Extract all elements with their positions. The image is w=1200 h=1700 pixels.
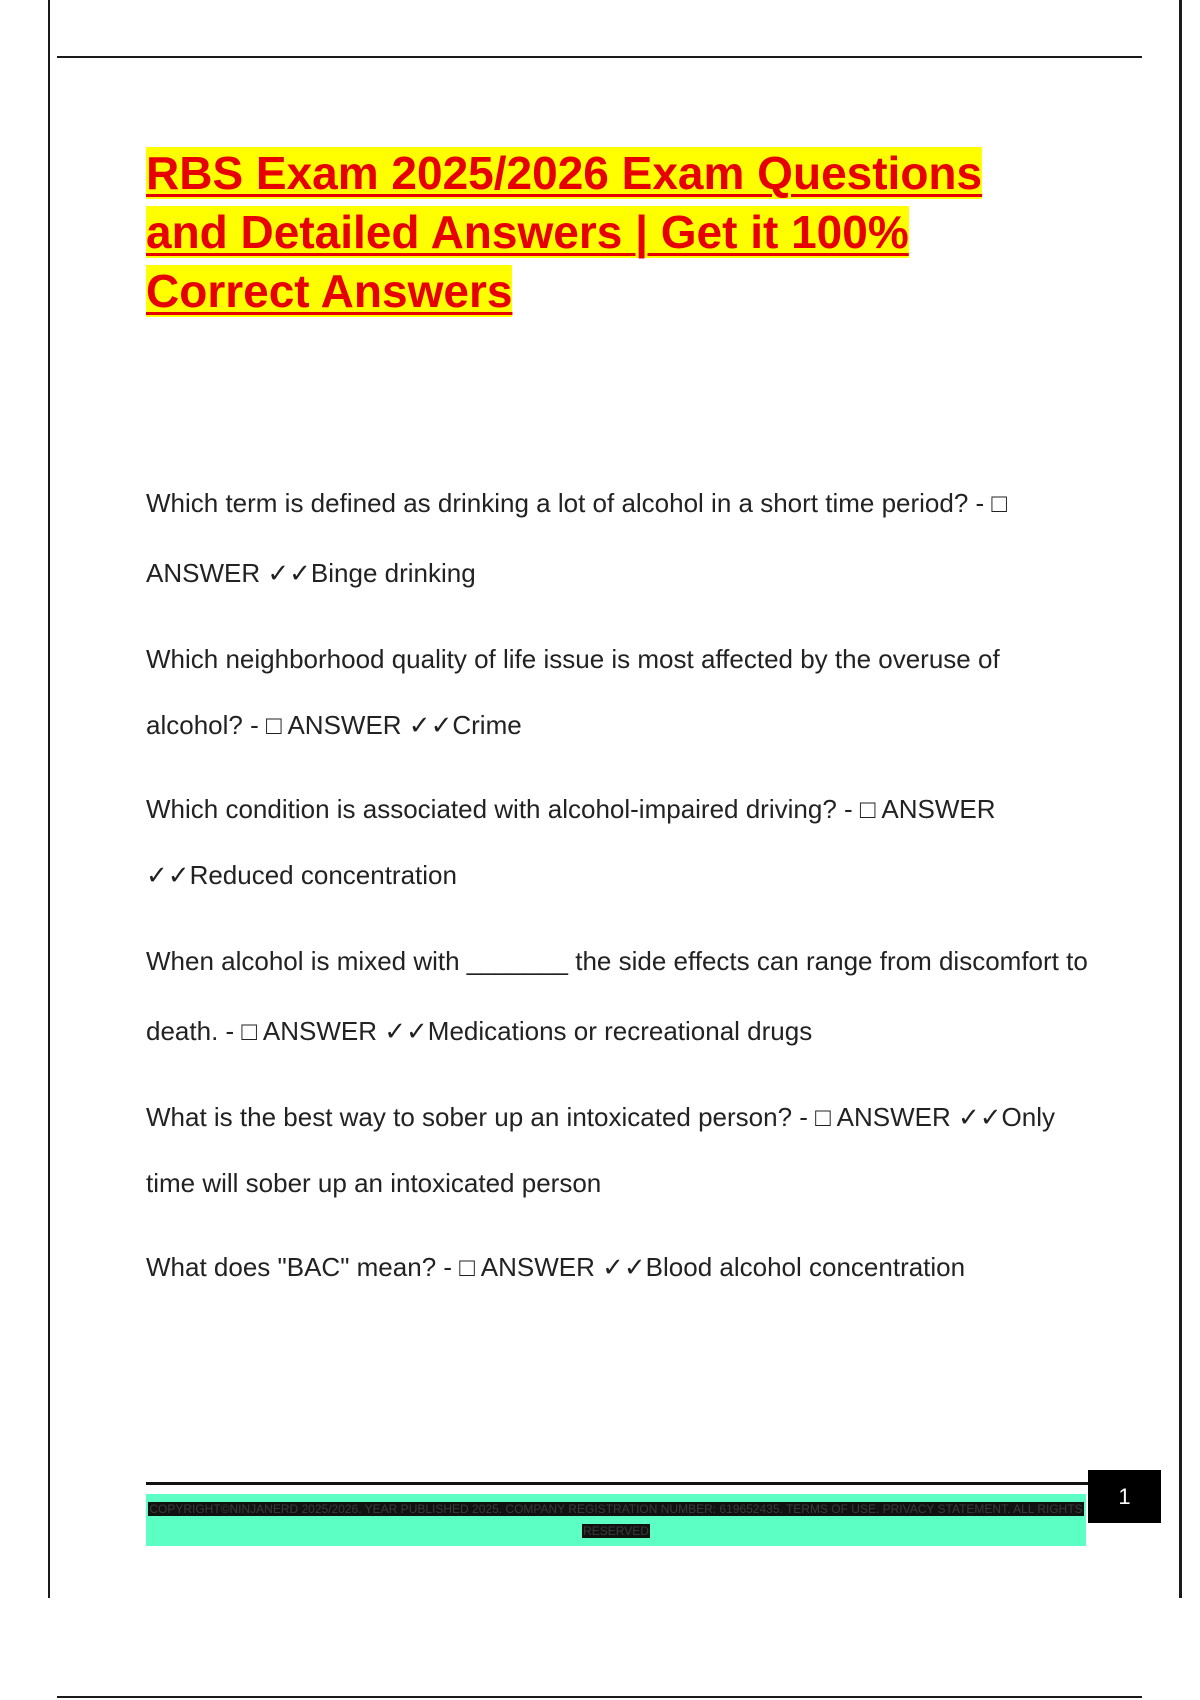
qa-item-2: Which neighborhood quality of life issue is most affected by the overuse of alcohol? - □ ANSWER ✓✓Crime (146, 644, 1000, 740)
page-number: 1 (1088, 1470, 1161, 1523)
bottom-rule (57, 1696, 1142, 1698)
qa-item-6: What does "BAC" mean? - □ ANSWER ✓✓Blood alcohol concentration (146, 1252, 966, 1282)
qa-list (146, 468, 1096, 1318)
qa-item-5: What is the best way to sober up an intoxicated person? - □ ANSWER ✓✓Only time will sober up an intoxicated person (146, 1102, 1056, 1198)
copyright-footer (146, 1494, 1086, 1546)
document-title (146, 144, 1046, 321)
qa-item-3: Which condition is associated with alcohol-impaired driving? - □ ANSWER ✓✓Reduced concentration (146, 794, 996, 890)
qa-item-1: Which term is defined as drinking a lot of alcohol in a short time period? - □ ANSWER ✓✓Binge drinking (146, 488, 1008, 588)
top-rule (57, 56, 1142, 58)
footer-rule (146, 1482, 1090, 1485)
copyright-text: COPYRIGHT©NINJANERD 2025/2026. YEAR PUBLISHED 2025. COMPANY REGISTRATION NUMBER: 619652435. TERMS OF USE. PRIVACY STATEMENT. ALL RIGHTS RESERVED (149, 1502, 1083, 1538)
document-title-text: RBS Exam 2025/2026 Exam Questions and Detailed Answers | Get it 100% Correct Answers (146, 147, 983, 317)
qa-item-4: When alcohol is mixed with _______ the side effects can range from discomfort to death. - □ ANSWER ✓✓Medications or recreational drugs (146, 946, 1088, 1046)
